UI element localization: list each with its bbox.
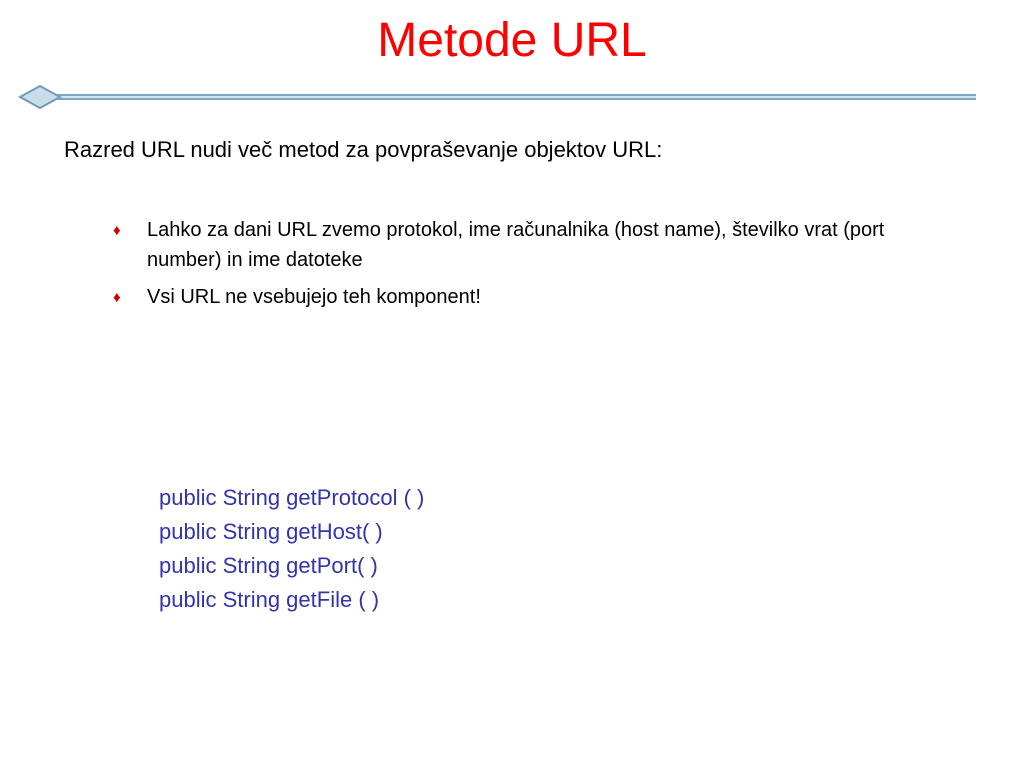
intro-text: Razred URL nudi več metod za povpraševanje objektov URL: xyxy=(64,137,663,162)
slide-title: Metode URL xyxy=(377,14,647,67)
diamond-bullet-icon: ♦ xyxy=(113,222,121,239)
bullet-text: Vsi URL ne vsebujejo teh komponent! xyxy=(147,286,481,308)
code-line: public String getHost( ) xyxy=(159,519,383,544)
code-line: public String getPort( ) xyxy=(159,553,378,578)
bullet-item xyxy=(113,215,933,275)
bullet-list xyxy=(113,215,933,319)
bullet-item xyxy=(113,282,933,312)
diamond-icon xyxy=(20,86,60,108)
code-line: public String getProtocol ( ) xyxy=(159,485,425,510)
diamond-bullet-icon: ♦ xyxy=(113,289,121,306)
code-block xyxy=(159,481,424,617)
bullet-text: Lahko za dani URL zvemo protokol, ime računalnika (host name), številko vrat (port number) in ime datoteke xyxy=(147,219,885,271)
title-divider xyxy=(16,82,980,114)
code-line: public String getFile ( ) xyxy=(159,587,380,612)
